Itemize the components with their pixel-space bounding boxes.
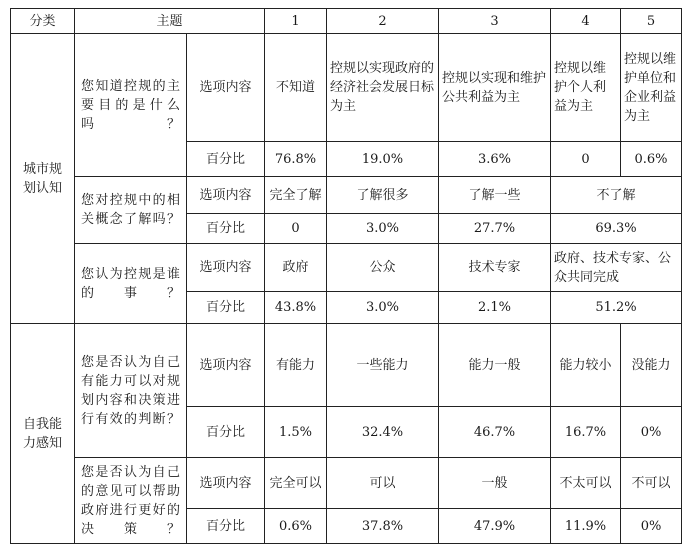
percent-label: 百分比 bbox=[187, 214, 265, 244]
q3-option-2: 公众 bbox=[327, 244, 439, 292]
question-1: 您知道控规的主要目的是什么吗？ bbox=[75, 34, 187, 177]
q2-option-1: 完全了解 bbox=[265, 177, 327, 214]
question-3: 您认为控规是谁的事？ bbox=[75, 244, 187, 324]
q4-percent-1: 1.5% bbox=[265, 407, 327, 458]
q1-option-5: 控规以维护单位和企业利益为主 bbox=[621, 34, 682, 142]
options-label: 选项内容 bbox=[187, 34, 265, 142]
q5-option-1: 完全可以 bbox=[265, 458, 327, 509]
q1-option-2: 控规以实现政府的经济社会发展日标为主 bbox=[327, 34, 439, 142]
q2-option-3: 了解一些 bbox=[439, 177, 551, 214]
percent-label: 百分比 bbox=[187, 292, 265, 324]
survey-table bbox=[10, 8, 682, 544]
table-row bbox=[11, 458, 682, 509]
percent-label: 百分比 bbox=[187, 142, 265, 177]
percent-label: 百分比 bbox=[187, 509, 265, 544]
q4-percent-2: 32.4% bbox=[327, 407, 439, 458]
q1-option-4: 控规以维护个人利益为主 bbox=[551, 34, 621, 142]
q3-percent-4: 51.2% bbox=[551, 292, 682, 324]
header-col-1: 1 bbox=[265, 9, 327, 34]
options-label: 选项内容 bbox=[187, 324, 265, 407]
q4-option-3: 能力一般 bbox=[439, 324, 551, 407]
q2-option-4: 不了解 bbox=[551, 177, 682, 214]
options-label: 选项内容 bbox=[187, 177, 265, 214]
q2-percent-4: 69.3% bbox=[551, 214, 682, 244]
question-5: 您是否认为自己的意见可以帮助政府进行更好的决策？ bbox=[75, 458, 187, 544]
options-label: 选项内容 bbox=[187, 458, 265, 509]
category-self-ability: 自我能力感知 bbox=[11, 324, 75, 544]
q5-percent-3: 47.9% bbox=[439, 509, 551, 544]
table-row bbox=[11, 244, 682, 292]
q5-option-3: 一般 bbox=[439, 458, 551, 509]
q2-percent-3: 27.7% bbox=[439, 214, 551, 244]
q3-option-1: 政府 bbox=[265, 244, 327, 292]
question-2: 您对控规中的相关概念了解吗？ bbox=[75, 177, 187, 244]
q4-option-2: 一些能力 bbox=[327, 324, 439, 407]
q3-percent-2: 3.0% bbox=[327, 292, 439, 324]
q1-percent-5: 0.6% bbox=[621, 142, 682, 177]
table-row bbox=[11, 324, 682, 407]
header-row bbox=[11, 9, 682, 34]
header-col-3: 3 bbox=[439, 9, 551, 34]
header-col-4: 4 bbox=[551, 9, 621, 34]
q3-option-3: 技术专家 bbox=[439, 244, 551, 292]
q1-percent-3: 3.6% bbox=[439, 142, 551, 177]
q3-percent-1: 43.8% bbox=[265, 292, 327, 324]
table-row bbox=[11, 34, 682, 142]
q3-percent-3: 2.1% bbox=[439, 292, 551, 324]
q2-percent-1: 0 bbox=[265, 214, 327, 244]
q5-percent-4: 11.9% bbox=[551, 509, 621, 544]
question-4: 您是否认为自己有能力可以对规划内容和决策进行有效的判断？ bbox=[75, 324, 187, 458]
q3-option-4: 政府、技术专家、公众共同完成 bbox=[551, 244, 682, 292]
q5-option-2: 可以 bbox=[327, 458, 439, 509]
table-row bbox=[11, 177, 682, 214]
q4-option-5: 没能力 bbox=[621, 324, 682, 407]
q1-percent-4: 0 bbox=[551, 142, 621, 177]
q1-option-1: 不知道 bbox=[265, 34, 327, 142]
header-topic: 主题 bbox=[75, 9, 265, 34]
percent-label: 百分比 bbox=[187, 407, 265, 458]
category-city-planning: 城市规划认知 bbox=[11, 34, 75, 324]
q5-percent-2: 37.8% bbox=[327, 509, 439, 544]
q5-percent-5: 0% bbox=[621, 509, 682, 544]
header-col-5: 5 bbox=[621, 9, 682, 34]
options-label: 选项内容 bbox=[187, 244, 265, 292]
q5-option-5: 不可以 bbox=[621, 458, 682, 509]
q2-option-2: 了解很多 bbox=[327, 177, 439, 214]
q4-percent-5: 0% bbox=[621, 407, 682, 458]
q1-percent-2: 19.0% bbox=[327, 142, 439, 177]
q4-option-4: 能力较小 bbox=[551, 324, 621, 407]
header-category: 分类 bbox=[11, 9, 75, 34]
q1-option-3: 控规以实现和维护公共利益为主 bbox=[439, 34, 551, 142]
q5-option-4: 不太可以 bbox=[551, 458, 621, 509]
q2-percent-2: 3.0% bbox=[327, 214, 439, 244]
header-col-2: 2 bbox=[327, 9, 439, 34]
q5-percent-1: 0.6% bbox=[265, 509, 327, 544]
q1-percent-1: 76.8% bbox=[265, 142, 327, 177]
q4-option-1: 有能力 bbox=[265, 324, 327, 407]
q4-percent-3: 46.7% bbox=[439, 407, 551, 458]
q4-percent-4: 16.7% bbox=[551, 407, 621, 458]
